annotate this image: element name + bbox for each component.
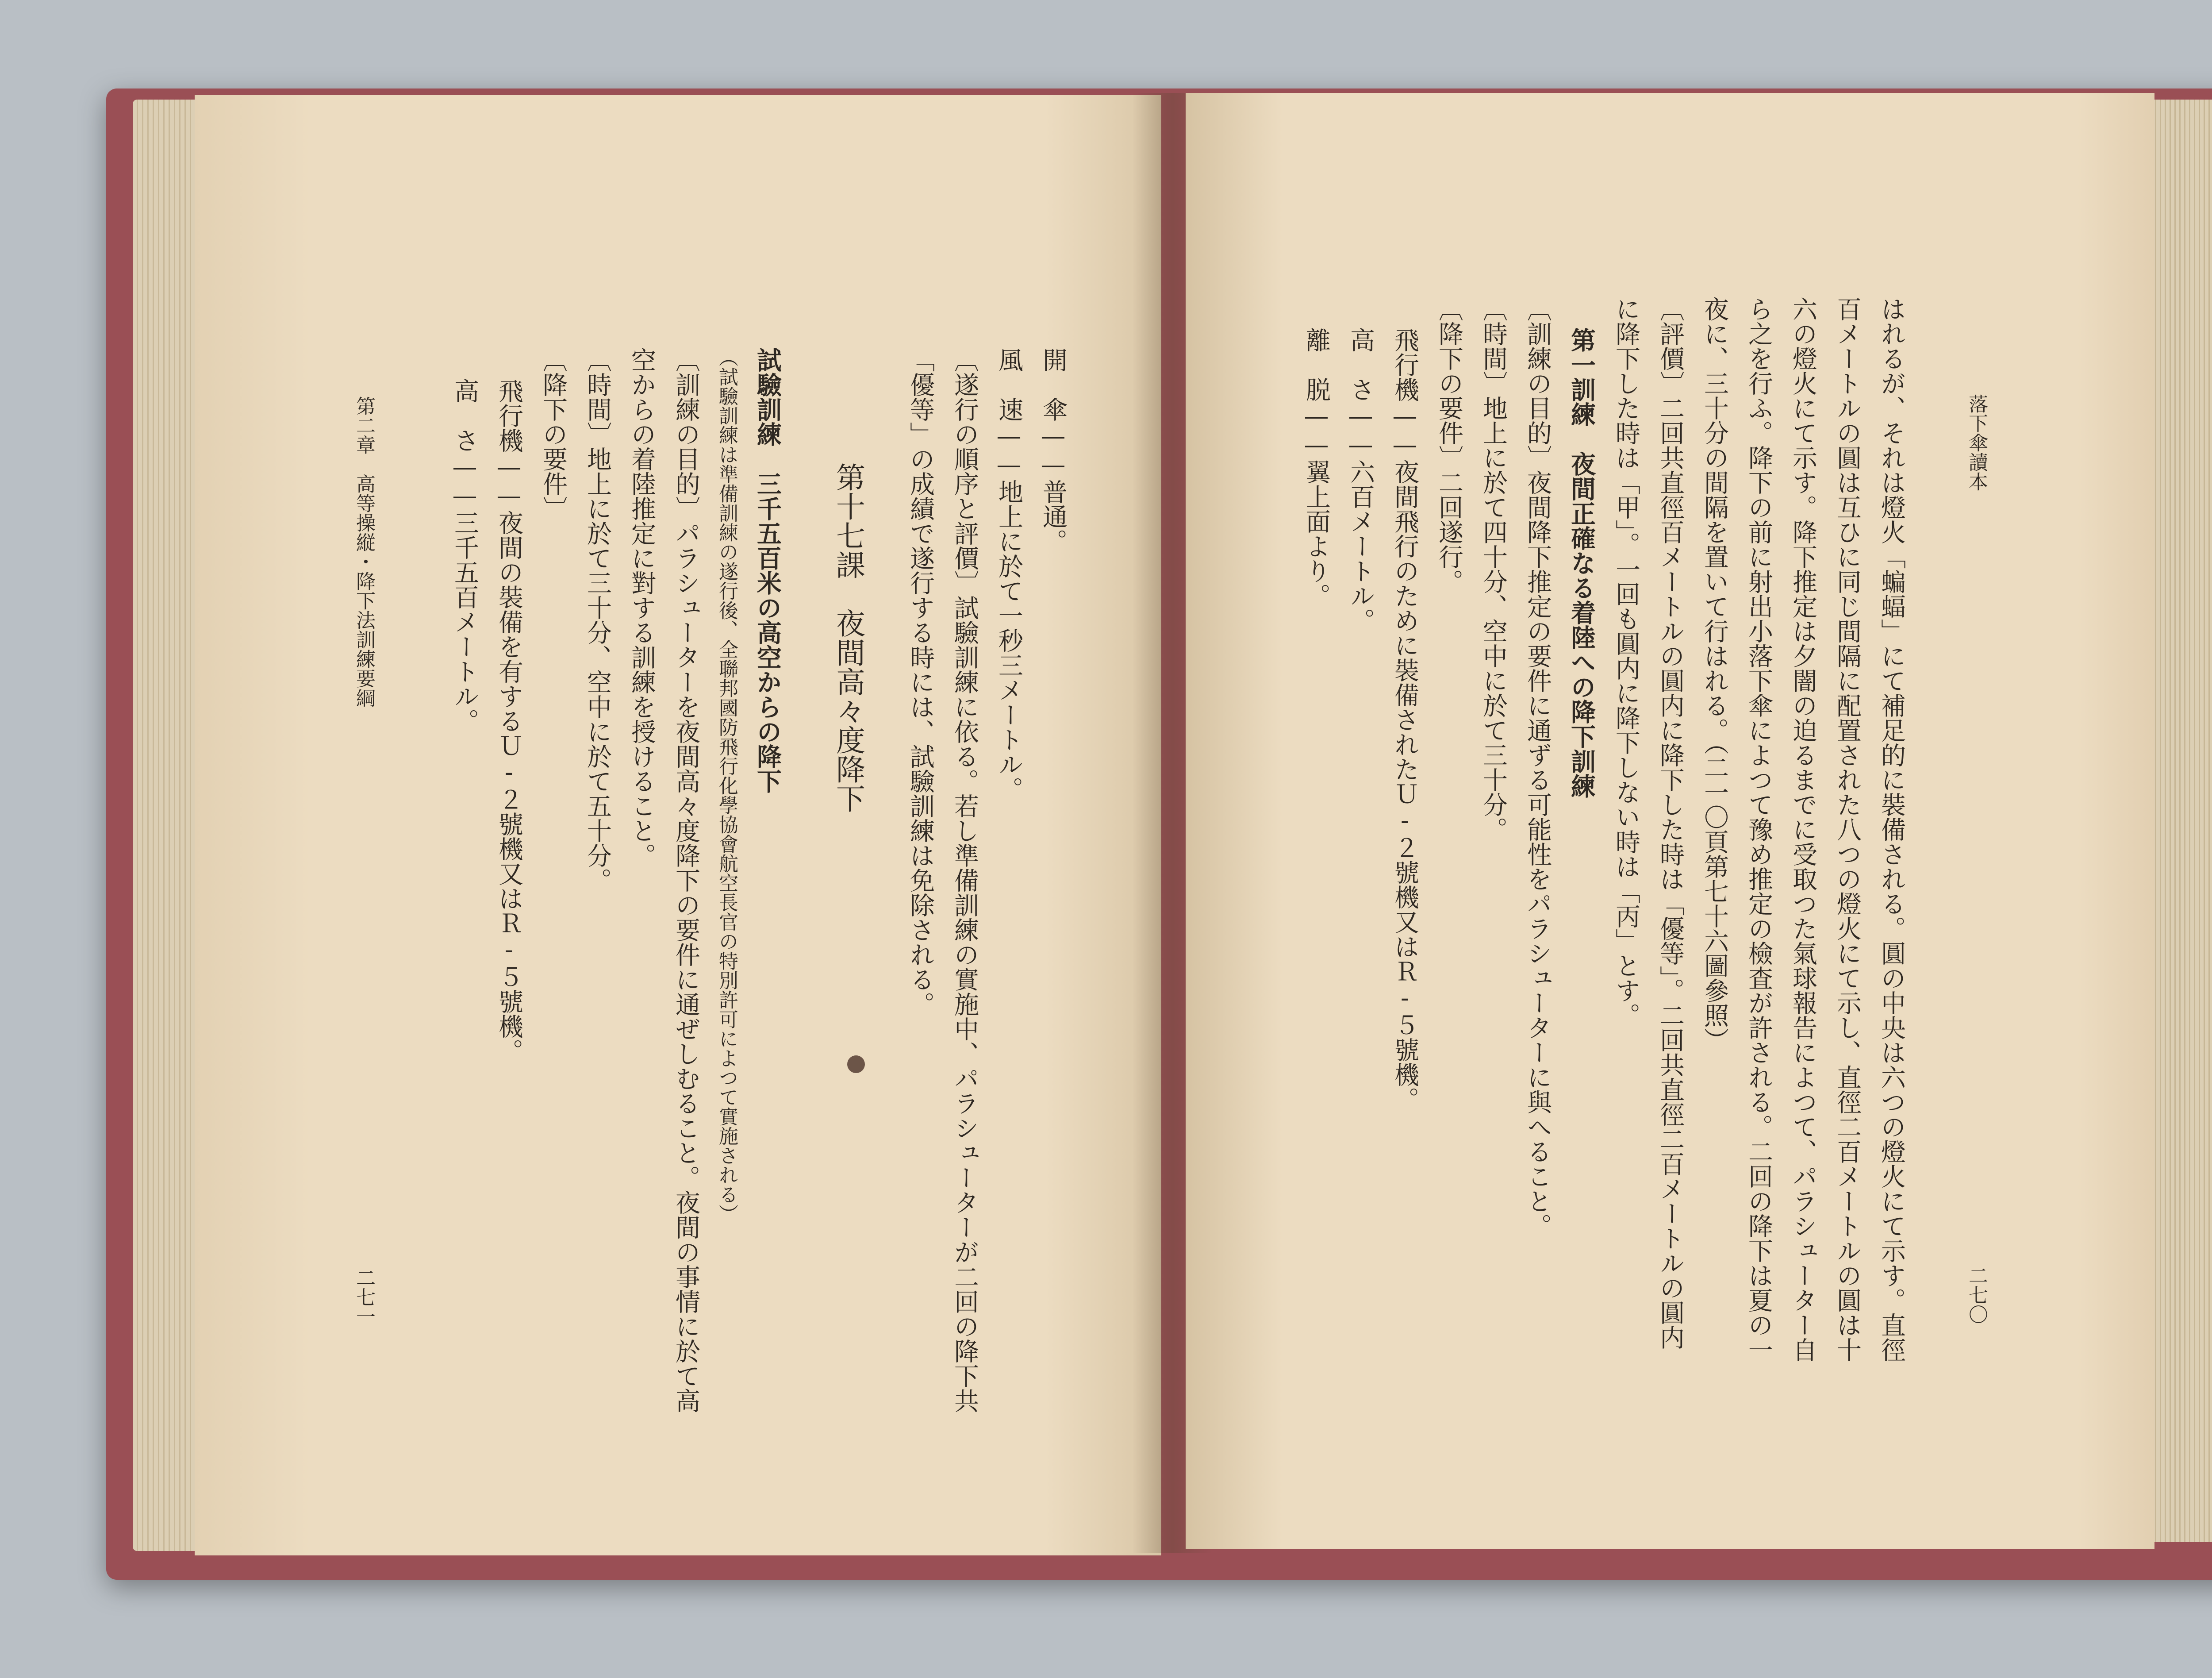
left-note: （試驗訓練は準備訓練の遂行後、全聯邦國防飛行化學協會航空長官の特別許可によつて實施される）	[715, 347, 738, 1224]
left-line-3: 〔遂行の順序と評價〕試驗訓練に依る。若し準備訓練の實施中、パラシューターが二回の降下共	[950, 347, 979, 1413]
left-line-8: 〔訓練の目的〕パラシューターを夜間高々度降下の要件に通ぜしむること。夜間の事情に於て高	[672, 347, 700, 1413]
test-training-heading: 試驗訓練 三千五百米の高空からの降下	[753, 347, 782, 793]
right-line-4: ら之を行ふ。降下の前に射出小落下傘によつて豫め推定の檢査が許される。二回の降下は夏の一	[1744, 296, 1773, 1362]
right-line-10: 〔時間〕地上に於て四十分、空中に於て三十分。	[1479, 296, 1508, 842]
left-line-4: 「優等」の成績で遂行する時には、試驗訓練は免除される。	[906, 347, 935, 1016]
right-line-14: 離 脱——翼上面より。	[1302, 327, 1331, 608]
left-line-1: 開 傘——普通。	[1039, 347, 1068, 554]
left-footer: 第二章 高等操縦・降下法訓練要綱	[353, 396, 375, 708]
right-page-number: 二七〇	[1965, 1266, 1988, 1324]
left-line-2: 風 速——地上に於て一秒三メートル。	[995, 347, 1023, 801]
first-training-heading: 第一訓練 夜間正確なる着陸への降下訓練	[1567, 327, 1596, 798]
left-page	[195, 95, 1161, 1555]
right-line-5: 夜に、三十分の間隔を置いて行はれる。（二一〇頁第七十六圖參照）	[1700, 296, 1729, 1052]
right-line-11: 〔降下の要件〕二回遂行。	[1435, 296, 1463, 594]
right-line-12: 飛行機——夜間飛行のために裝備されたＵ-２號機又はＲ-５號機。	[1390, 327, 1419, 1112]
left-line-10: 〔時間〕地上に於て三十分、空中に於て五十分。	[583, 347, 612, 893]
ink-dot	[847, 1055, 865, 1073]
left-line-13: 高 さ——三千五百メートル。	[450, 378, 479, 733]
right-line-7: に降下した時は「甲」。一回も圓内に降下しない時は「丙」とす。	[1612, 296, 1640, 1028]
right-line-1: はれるが、それは燈火「蝙蝠」にて補足的に裝備される。圓の中央は六つの燈火にて示す。直徑	[1877, 296, 1906, 1362]
right-line-9: 〔訓練の目的〕夜間降下推定の要件に通ずる可能性をパラシューターに與へること。	[1523, 296, 1552, 1238]
right-line-6: 〔評價〕二回共直徑百メートルの圓内に降下した時は「優等」。二回共直徑二百メートルの圓内	[1656, 296, 1685, 1350]
lesson-title: 第十七課 夜間高々度降下	[831, 462, 865, 813]
right-line-2: 百メートルの圓は互ひに同じ間隔に配置された八つの燈火にて示し、直徑二百メートルの圓は十	[1833, 296, 1862, 1362]
left-line-9: 空からの着陸推定に對する訓練を授けること。	[627, 347, 656, 868]
running-header: 落下傘讀本	[1965, 394, 1988, 491]
right-line-3: 六の燈火にて示す。降下推定は夕闇の迫るまでに受取つた氣球報告によつて、パラシューター自	[1789, 296, 1817, 1362]
left-line-12: 飛行機——夜間の裝備を有するＵ-２號機又はＲ-５號機。	[495, 378, 523, 1063]
left-line-11: 〔降下の要件〕	[539, 347, 568, 521]
left-page-number: 二七一	[353, 1268, 375, 1326]
right-page	[1186, 93, 2154, 1549]
right-line-13: 高 さ——六百メートル。	[1346, 327, 1375, 633]
